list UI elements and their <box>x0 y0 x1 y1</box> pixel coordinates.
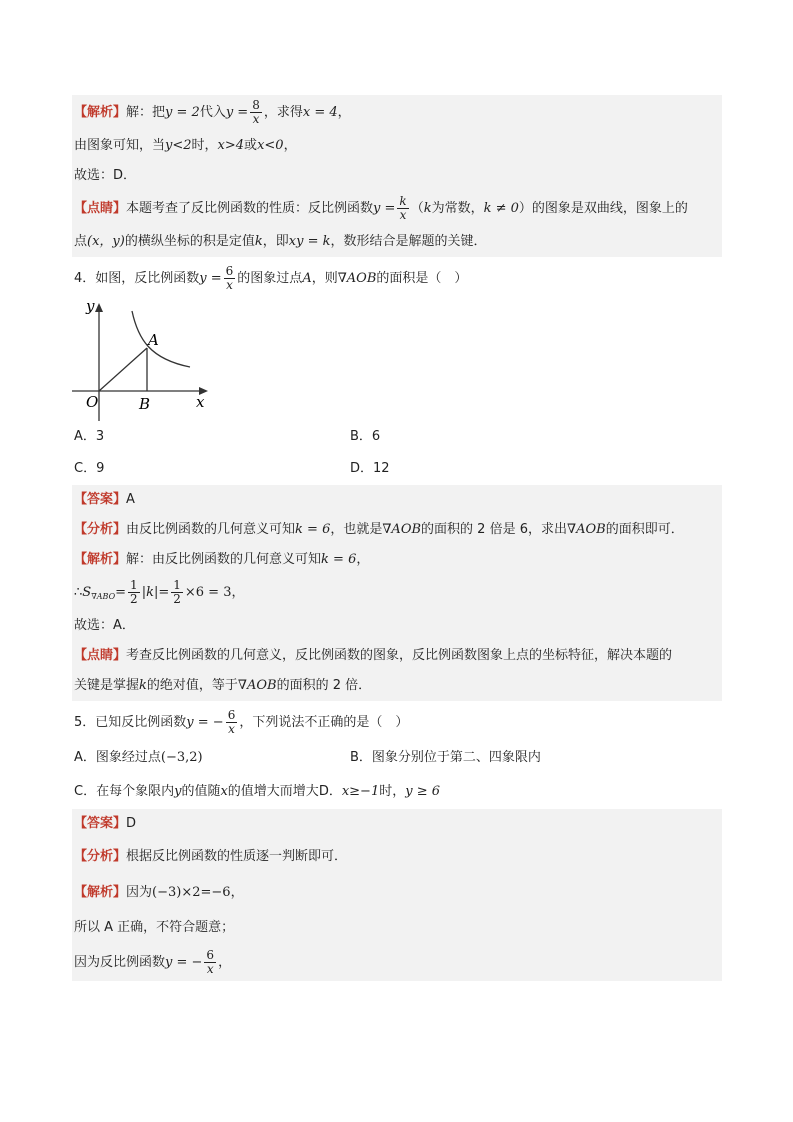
q4-options-row-1 <box>72 421 722 453</box>
q4-area-formula: $\therefore S_{\nabla ABO}=$ $\frac{1}{2}$ |k|= $\frac{1}{2}$ ×6 = 3， <box>74 578 245 606</box>
fraction-6-over-x: $\frac{6}{x}$ <box>225 264 234 292</box>
q3-comment-line-2: 点(x，y)的横纵坐标的积是定值k，即xy = k，数形结合是解题的关键． <box>74 234 487 249</box>
q4-option-b: B．6 <box>350 429 381 444</box>
q5-analysis-line: 【解析】因为(−3)×2=−6， <box>74 885 244 900</box>
label-b: B <box>139 395 151 413</box>
q5-options-row-1 <box>72 741 722 775</box>
label-y: y <box>86 297 95 315</box>
q3-comment-line-1: 【点睛】本题考查了反比例函数的性质：反比例函数y = $\frac{k}{x}$ （k为常数，k ≠ 0）的图象是双曲线，图象上的 <box>74 194 688 222</box>
q5-options-row-2 <box>72 775 722 809</box>
q3-analysis-line: 【解析】解：把y = 2代入y = $\frac{8}{x}$ ，求得x = 4， <box>74 98 351 126</box>
q4-analysis-summary: 【分析】由反比例函数的几何意义可知k = 6，也就是∇AOB的面积的 2 倍是 6，求出∇AOB的面积即可． <box>74 522 684 537</box>
q3-solution-block <box>72 95 722 257</box>
q4-answer-line: 【答案】A <box>74 492 135 507</box>
comment-tag: 【点睛】 <box>74 201 127 216</box>
q5-option-b: B．图象分别位于第二、四象限内 <box>350 750 541 765</box>
segment-oa <box>99 348 147 391</box>
q4-option-c: C．9 <box>74 461 105 476</box>
q3-analysis-line-2: 由图象可知，当y<2时，x>4或x<0， <box>74 138 297 153</box>
q5-option-c: C．在每个象限内y的值随x的值增大而增大 <box>74 784 319 799</box>
q4-figure <box>72 297 722 421</box>
q5-option-a: A．图象经过点(−3,2) <box>74 750 203 765</box>
hyperbola-diagram <box>72 297 222 421</box>
document-page <box>72 95 722 981</box>
fraction-one-half: $\frac{1}{2}$ <box>130 578 138 606</box>
q5-stem: 5．已知反比例函数y = − $\frac{6}{x}$ ，下列说法不正确的是（ ） <box>74 708 409 736</box>
hyperbola-curve <box>132 311 190 367</box>
analysis-tag: 【解析】 <box>74 105 127 120</box>
q4-solution-block <box>72 485 722 701</box>
label-a: A <box>148 331 159 349</box>
q3-choice-line: 故选：D． <box>74 168 137 183</box>
fraction-6-over-x-q5: $\frac{6}{x}$ <box>227 708 236 736</box>
q5-analysis-line-2: 所以 A 正确，不符合题意； <box>74 920 235 935</box>
q4-stem: 4．如图，反比例函数y = $\frac{6}{x}$ 的图象过点A，则∇AOB的面积是（ ） <box>74 264 468 292</box>
fraction-one-half-2: $\frac{1}{2}$ <box>173 578 181 606</box>
q4-comment-line-1: 【点睛】考查反比例函数的几何意义，反比例函数的图象，反比例函数图象上点的坐标特征，解决本题的 <box>74 648 673 663</box>
q4-options-row-2 <box>72 453 722 485</box>
y-axis-arrow-icon <box>95 303 103 312</box>
q4-comment-line-2: 关键是掌握k的绝对值，等于∇AOB的面积的 2 倍． <box>74 678 372 693</box>
q5-solution-block <box>72 809 722 981</box>
q4-option-a: A．3 <box>74 429 105 444</box>
label-o: O <box>86 393 99 411</box>
q4-option-d: D．12 <box>350 461 390 476</box>
fraction-6-over-x-q5-2: $\frac{6}{x}$ <box>206 948 215 976</box>
q4-analysis-line: 【解析】解：由反比例函数的几何意义可知k = 6， <box>74 552 370 567</box>
q4-choice-line: 故选：A． <box>74 618 135 633</box>
label-x: x <box>196 393 205 411</box>
fraction-k-over-x: $\frac{k}{x}$ <box>399 194 407 222</box>
q5-analysis-summary: 【分析】根据反比例函数的性质逐一判断即可． <box>74 849 348 864</box>
q5-option-d: D．x≥−1时，y ≥ 6 <box>318 784 441 799</box>
fraction-8-over-x: $\frac{8}{x}$ <box>252 98 260 126</box>
q5-answer-line: 【答案】D <box>74 816 137 831</box>
q5-analysis-line-3: 因为反比例函数y = − $\frac{6}{x}$ ， <box>74 948 232 976</box>
